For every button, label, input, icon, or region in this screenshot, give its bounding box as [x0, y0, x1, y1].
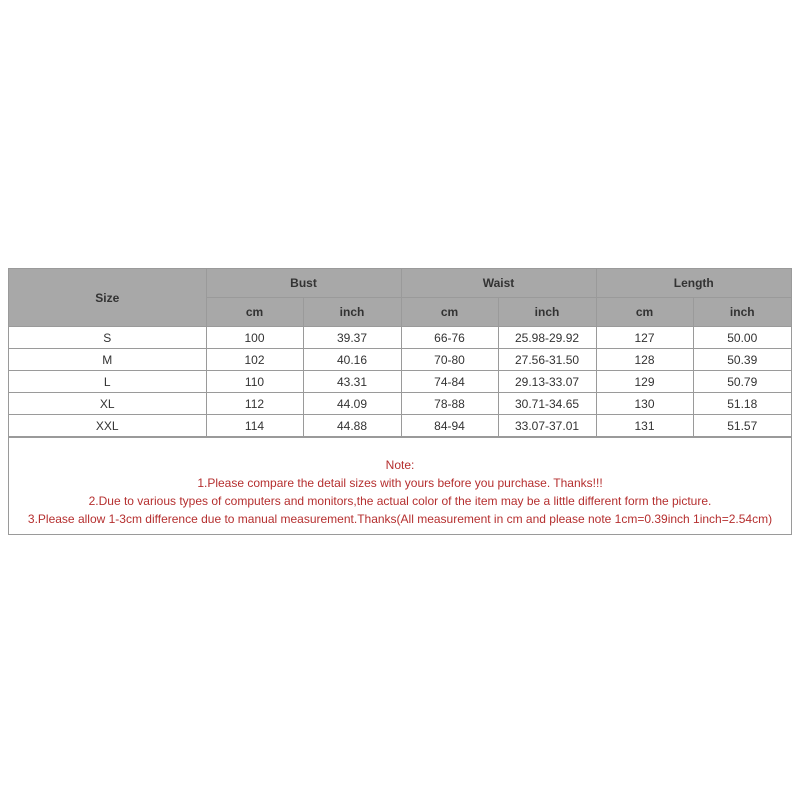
size-cell: XXL [9, 415, 206, 437]
table-cell: 78-88 [401, 393, 498, 415]
table-row [9, 327, 791, 349]
size-cell: S [9, 327, 206, 349]
table-cell: 100 [206, 327, 303, 349]
size-cell: L [9, 371, 206, 393]
table-cell: 70-80 [401, 349, 498, 371]
table-cell: 43.31 [303, 371, 401, 393]
table-cell: 102 [206, 349, 303, 371]
table-cell: 114 [206, 415, 303, 437]
size-cell: M [9, 349, 206, 371]
note-line-3: 3.Please allow 1-3cm difference due to manual measurement.Thanks(All measurement in cm and please note 1cm=0.39inch 1inch=2.54cm) [27, 512, 773, 526]
table-cell: 84-94 [401, 415, 498, 437]
table-cell: 30.71-34.65 [498, 393, 596, 415]
table-cell: 44.88 [303, 415, 401, 437]
table-row [9, 349, 791, 371]
table-cell: 112 [206, 393, 303, 415]
header-row-groups [9, 269, 791, 298]
table-cell: 33.07-37.01 [498, 415, 596, 437]
unit-header: inch [303, 298, 401, 327]
table-cell: 51.18 [693, 393, 791, 415]
table-row [9, 371, 791, 393]
table-cell: 74-84 [401, 371, 498, 393]
size-table [9, 269, 791, 437]
unit-header: inch [693, 298, 791, 327]
unit-header: cm [596, 298, 693, 327]
column-group-bust: Bust [206, 269, 401, 298]
column-header-size: Size [9, 269, 206, 327]
note-line-2: 2.Due to various types of computers and monitors,the actual color of the item may be a little different form the picture. [88, 494, 712, 508]
table-cell: 25.98-29.92 [498, 327, 596, 349]
table-cell: 50.39 [693, 349, 791, 371]
table-cell: 129 [596, 371, 693, 393]
table-cell: 40.16 [303, 349, 401, 371]
table-cell: 50.00 [693, 327, 791, 349]
note-title: Note: [385, 458, 415, 472]
table-cell: 130 [596, 393, 693, 415]
table-cell: 29.13-33.07 [498, 371, 596, 393]
unit-header: cm [401, 298, 498, 327]
table-cell: 44.09 [303, 393, 401, 415]
note-line-1: 1.Please compare the detail sizes with yours before you purchase. Thanks!!! [197, 476, 603, 490]
table-cell: 127 [596, 327, 693, 349]
table-cell: 131 [596, 415, 693, 437]
size-cell: XL [9, 393, 206, 415]
table-cell: 66-76 [401, 327, 498, 349]
table-cell: 51.57 [693, 415, 791, 437]
size-chart [8, 268, 792, 535]
notes-section [9, 437, 791, 534]
table-cell: 39.37 [303, 327, 401, 349]
table-row [9, 393, 791, 415]
table-cell: 128 [596, 349, 693, 371]
column-group-length: Length [596, 269, 791, 298]
unit-header: cm [206, 298, 303, 327]
table-cell: 27.56-31.50 [498, 349, 596, 371]
unit-header: inch [498, 298, 596, 327]
table-cell: 110 [206, 371, 303, 393]
table-cell: 50.79 [693, 371, 791, 393]
table-row [9, 415, 791, 437]
column-group-waist: Waist [401, 269, 596, 298]
